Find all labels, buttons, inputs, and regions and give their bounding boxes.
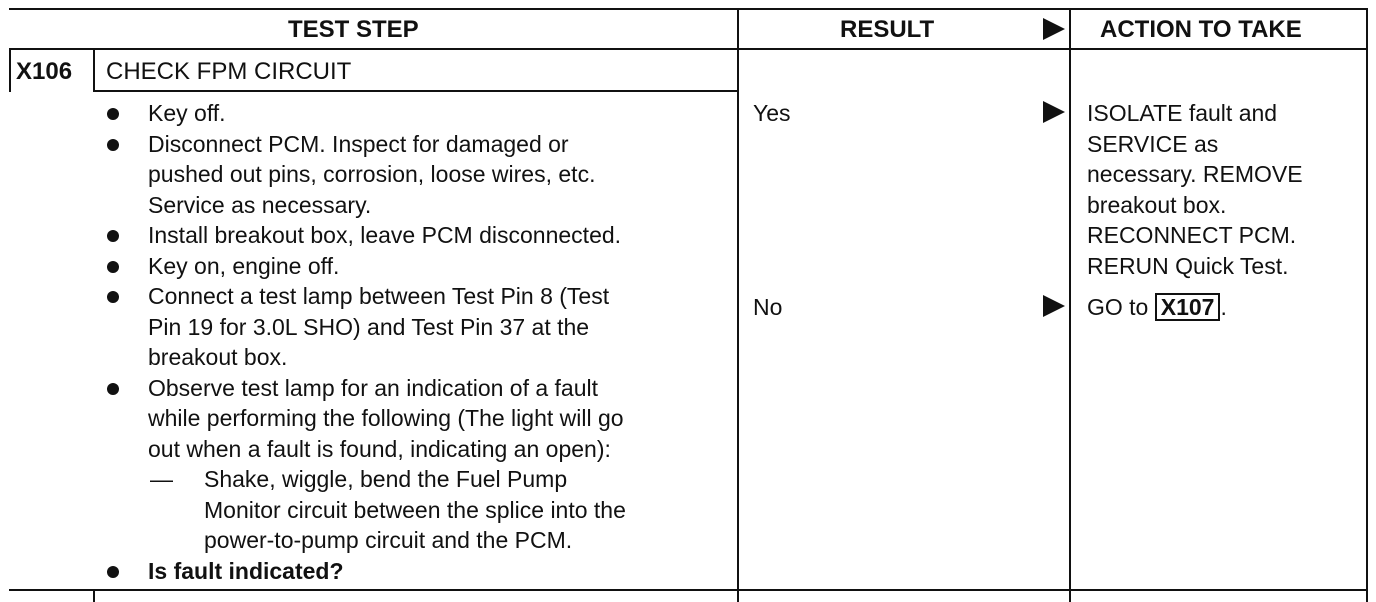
step-item-line: Key off. bbox=[148, 100, 226, 126]
step-item-line: Connect a test lamp between Test Pin 8 (Test bbox=[148, 283, 610, 309]
action-yes-line: necessary. REMOVE bbox=[1087, 161, 1303, 187]
header-action: ACTION TO TAKE bbox=[1100, 16, 1302, 43]
rule-top bbox=[9, 8, 1368, 10]
action-yes-line: RERUN Quick Test. bbox=[1087, 252, 1289, 279]
action-yes-line: SERVICE as bbox=[1087, 130, 1219, 157]
action-yes-line: ISOLATE fault and bbox=[1087, 100, 1278, 126]
step-id: X106 bbox=[16, 58, 73, 85]
action-no bbox=[1087, 292, 1227, 323]
arrow-icon bbox=[1043, 295, 1065, 317]
arrow-icon bbox=[1043, 101, 1065, 123]
step-item-line: Is fault indicated? bbox=[148, 557, 344, 584]
step-item-line: Install breakout box, leave PCM disconnected. bbox=[148, 222, 622, 248]
bullet-icon bbox=[107, 261, 119, 273]
result-no-label: No bbox=[753, 294, 783, 320]
action-no-prefix: GO to bbox=[1087, 294, 1155, 320]
rule-header-bottom bbox=[9, 48, 1368, 50]
arrow-icon bbox=[1043, 18, 1065, 40]
step-item-line: Key on, engine off. bbox=[148, 252, 340, 279]
step-title: CHECK FPM CIRCUIT bbox=[106, 58, 352, 85]
action-no-suffix: . bbox=[1220, 294, 1227, 320]
step-item-line: pushed out pins, corrosion, loose wires, etc. bbox=[148, 161, 596, 187]
rule-bottom bbox=[9, 589, 1368, 591]
dash-icon: — bbox=[150, 466, 173, 492]
step-item-line: Service as necessary. bbox=[148, 191, 372, 218]
bullet-icon bbox=[107, 230, 119, 242]
header-test-step: TEST STEP bbox=[288, 16, 419, 43]
rule-left-edge bbox=[9, 48, 11, 92]
step-item-line: Shake, wiggle, bend the Fuel Pump bbox=[204, 466, 568, 492]
step-item-line: Pin 19 for 3.0L SHO) and Test Pin 37 at the bbox=[148, 313, 590, 340]
header-result: RESULT bbox=[840, 16, 935, 43]
action-yes-line: RECONNECT PCM. bbox=[1087, 222, 1297, 248]
rule-step-result bbox=[737, 8, 739, 602]
step-item-line: Monitor circuit between the splice into the bbox=[204, 496, 626, 523]
step-item-line: Observe test lamp for an indication of a fault bbox=[148, 374, 599, 401]
rule-id-divider bbox=[93, 48, 95, 92]
action-yes-line: breakout box. bbox=[1087, 191, 1227, 218]
result-yes-label: Yes bbox=[753, 100, 791, 126]
rule-id-divider-bottom bbox=[93, 589, 95, 602]
rule-right-edge bbox=[1366, 8, 1368, 602]
rule-result-action bbox=[1069, 8, 1071, 602]
step-reference-x107[interactable]: X107 bbox=[1155, 293, 1221, 321]
bullet-icon bbox=[107, 566, 119, 578]
bullet-icon bbox=[107, 108, 119, 120]
step-item-line: Disconnect PCM. Inspect for damaged or bbox=[148, 130, 569, 157]
step-item-line: power-to-pump circuit and the PCM. bbox=[204, 527, 573, 553]
bullet-icon bbox=[107, 139, 119, 151]
bullet-icon bbox=[107, 291, 119, 303]
bullet-icon bbox=[107, 383, 119, 395]
step-item-line: out when a fault is found, indicating an open): bbox=[148, 435, 611, 462]
step-item-line: breakout box. bbox=[148, 344, 288, 370]
step-item-line: while performing the following (The light will go bbox=[148, 405, 624, 431]
rule-step-title-bottom bbox=[95, 90, 738, 92]
